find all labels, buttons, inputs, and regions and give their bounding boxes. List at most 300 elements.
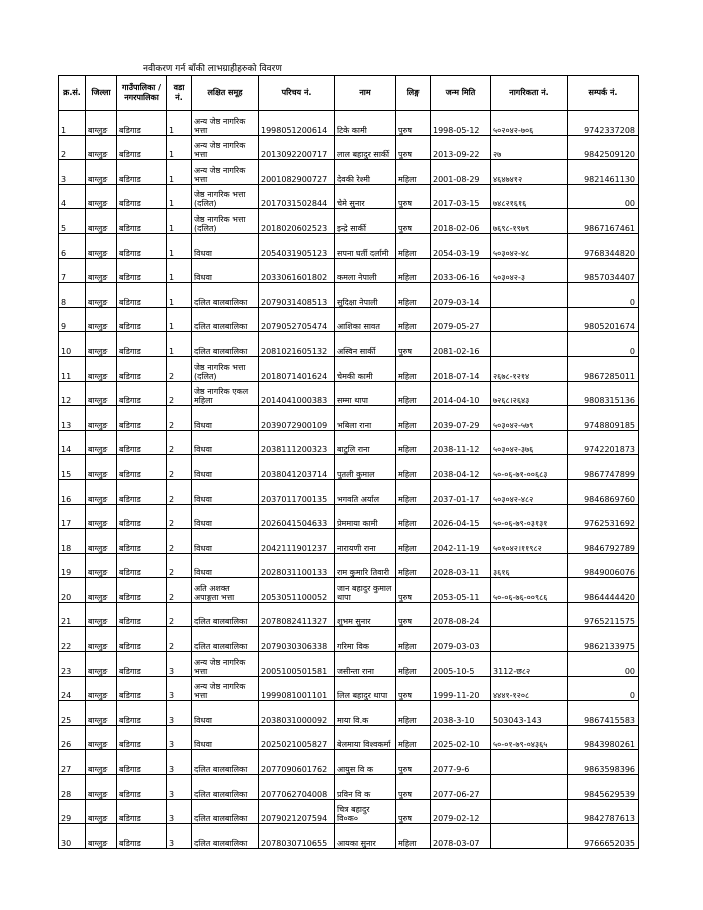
table-row [59,209,639,234]
cell-ward-no: 1 [167,332,192,357]
cell-birth-date: 2079-05-27 [431,307,491,332]
beneficiary-table [58,75,639,849]
cell-serial-no: 11 [59,356,86,381]
cell-contact-no: 9849006076 [568,553,639,578]
cell-serial-no: 13 [59,406,86,431]
cell-municipality: बडिगाड [117,652,167,677]
cell-municipality: बडिगाड [117,775,167,800]
cell-citizenship-no: ५०-०६-७९-०३१३१ [491,504,568,529]
cell-ward-no: 2 [167,406,192,431]
cell-citizenship-no: ५०३०४२-४८ [491,233,568,258]
cell-citizenship-no: ५०-०६-७६-००९८६ [491,578,568,603]
cell-serial-no: 10 [59,332,86,357]
cell-serial-no: 7 [59,258,86,283]
cell-birth-date: 2025-02-10 [431,725,491,750]
cell-municipality: बडिगाड [117,578,167,603]
cell-district: बाग्लुङ [86,652,117,677]
table-row [59,701,639,726]
cell-birth-date: 1998-05-12 [431,111,491,136]
cell-id-number: 2001082900727 [259,160,335,185]
table-row [59,504,639,529]
cell-id-number: 2005100501581 [259,652,335,677]
cell-ward-no: 2 [167,529,192,554]
cell-ward-no: 2 [167,553,192,578]
cell-citizenship-no: ५०-०६-७१-००६८३ [491,455,568,480]
table-body [59,111,639,849]
cell-id-number: 2038031000092 [259,701,335,726]
cell-ward-no: 1 [167,160,192,185]
cell-district: बाग्लुङ [86,356,117,381]
cell-target-group: विधवा [192,725,259,750]
cell-serial-no: 29 [59,799,86,824]
cell-id-number: 2079031408513 [259,283,335,308]
cell-municipality: बडिगाड [117,504,167,529]
cell-birth-date: 2078-03-07 [431,824,491,849]
column-header-district: जिल्ला [86,76,117,111]
cell-serial-no: 21 [59,602,86,627]
cell-name: सुदिक्षा नेपाली [335,283,396,308]
cell-ward-no: 3 [167,799,192,824]
cell-district: बाग्लुङ [86,824,117,849]
cell-district: बाग्लुङ [86,725,117,750]
cell-ward-no: 3 [167,676,192,701]
cell-name: माया वि.क [335,701,396,726]
cell-municipality: बडिगाड [117,332,167,357]
cell-gender: महिला [396,504,431,529]
cell-birth-date: 2079-03-03 [431,627,491,652]
column-header-citizenship-no: नागरिकता नं. [491,76,568,111]
cell-district: बाग्लुङ [86,676,117,701]
cell-gender: पुरुष [396,332,431,357]
cell-id-number: 2038111200323 [259,430,335,455]
cell-gender: महिला [396,479,431,504]
cell-serial-no: 27 [59,750,86,775]
cell-target-group: विधवा [192,406,259,431]
cell-name: आयुस वि क [335,750,396,775]
cell-municipality: बडिगाड [117,455,167,480]
cell-target-group: जेष्ठ नागरिक एकल महिला [192,381,259,406]
cell-gender: महिला [396,406,431,431]
cell-gender: महिला [396,529,431,554]
cell-birth-date: 2028-03-11 [431,553,491,578]
cell-municipality: बडिगाड [117,184,167,209]
cell-municipality: बडिगाड [117,381,167,406]
cell-id-number: 2037011700135 [259,479,335,504]
table-row [59,824,639,849]
cell-district: बाग्लुङ [86,184,117,209]
cell-district: बाग्लुङ [86,381,117,406]
cell-target-group: दलित बालबालिका [192,750,259,775]
column-header-birth-date: जन्म मिति [431,76,491,111]
column-header-ward-no: वडा नं. [167,76,192,111]
cell-district: बाग्लुङ [86,258,117,283]
cell-contact-no: 9846792789 [568,529,639,554]
cell-target-group: जेष्ठ नागरिक भत्ता (दलित) [192,209,259,234]
table-row [59,381,639,406]
cell-birth-date: 2053-05-11 [431,578,491,603]
cell-id-number: 2039072900109 [259,406,335,431]
cell-name: चेमे सुनार [335,184,396,209]
cell-birth-date: 1999-11-20 [431,676,491,701]
cell-birth-date: 2001-08-29 [431,160,491,185]
cell-id-number: 2038041203714 [259,455,335,480]
cell-municipality: बडिगाड [117,111,167,136]
cell-gender: महिला [396,430,431,455]
cell-birth-date: 2038-3-10 [431,701,491,726]
cell-gender: पुरुष [396,676,431,701]
cell-target-group: दलित बालबालिका [192,824,259,849]
cell-serial-no: 8 [59,283,86,308]
table-row [59,529,639,554]
cell-citizenship-no [491,602,568,627]
cell-district: बाग्लुङ [86,307,117,332]
table-row [59,602,639,627]
cell-district: बाग्लुङ [86,111,117,136]
cell-ward-no: 2 [167,455,192,480]
cell-gender: पुरुष [396,578,431,603]
cell-gender: पुरुष [396,799,431,824]
cell-id-number: 1999081001101 [259,676,335,701]
cell-citizenship-no [491,799,568,824]
cell-district: बाग्लुङ [86,799,117,824]
cell-serial-no: 15 [59,455,86,480]
cell-target-group: विधवा [192,701,259,726]
cell-id-number: 2018071401624 [259,356,335,381]
cell-gender: महिला [396,553,431,578]
table-row [59,578,639,603]
cell-citizenship-no: ५०३०४२-५७९ [491,406,568,431]
cell-citizenship-no [491,627,568,652]
cell-target-group: विधवा [192,258,259,283]
cell-name: लाल बहादुर सार्की [335,135,396,160]
cell-name: टिके कामी [335,111,396,136]
cell-citizenship-no [491,307,568,332]
cell-district: बाग्लुङ [86,701,117,726]
cell-ward-no: 3 [167,701,192,726]
cell-serial-no: 1 [59,111,86,136]
cell-id-number: 2078030710655 [259,824,335,849]
cell-id-number: 2042111901237 [259,529,335,554]
cell-serial-no: 20 [59,578,86,603]
table-row [59,184,639,209]
cell-citizenship-no [491,750,568,775]
cell-name: राम कुमारि तिवारी [335,553,396,578]
cell-citizenship-no: २७ [491,135,568,160]
cell-contact-no: 9742337208 [568,111,639,136]
cell-name: सपना घर्ती दर्लामी [335,233,396,258]
cell-target-group: विधवा [192,430,259,455]
cell-municipality: बडिगाड [117,307,167,332]
cell-ward-no: 2 [167,504,192,529]
cell-contact-no: 9843980261 [568,725,639,750]
cell-name: गरिमा विक [335,627,396,652]
cell-birth-date: 2026-04-15 [431,504,491,529]
cell-target-group: विधवा [192,504,259,529]
cell-municipality: बडिगाड [117,160,167,185]
cell-id-number: 2077062704008 [259,775,335,800]
cell-ward-no: 1 [167,307,192,332]
cell-gender: पुरुष [396,135,431,160]
cell-birth-date: 2039-07-29 [431,406,491,431]
cell-ward-no: 2 [167,356,192,381]
cell-id-number: 1998051200614 [259,111,335,136]
cell-contact-no: 0 [568,332,639,357]
cell-target-group: अति अशक्त अपाङ्गता भत्ता [192,578,259,603]
cell-birth-date: 2077-9-6 [431,750,491,775]
cell-municipality: बडिगाड [117,725,167,750]
cell-target-group: दलित बालबालिका [192,602,259,627]
cell-citizenship-no: ५०२०४२-७०६ [491,111,568,136]
cell-district: बाग्लुङ [86,332,117,357]
column-header-contact-no: सम्पर्क नं. [568,76,639,111]
table-row [59,676,639,701]
cell-name: बाटुलि राना [335,430,396,455]
cell-name: लिल बहादुर थापा [335,676,396,701]
cell-district: बाग्लुङ [86,135,117,160]
cell-ward-no: 1 [167,111,192,136]
cell-id-number: 2017031502844 [259,184,335,209]
cell-citizenship-no: 503043-143 [491,701,568,726]
cell-district: बाग्लुङ [86,553,117,578]
table-row [59,430,639,455]
cell-target-group: दलित बालबालिका [192,775,259,800]
header-row [59,76,639,111]
table-row [59,258,639,283]
cell-serial-no: 18 [59,529,86,554]
cell-id-number: 2025021005827 [259,725,335,750]
cell-serial-no: 28 [59,775,86,800]
cell-citizenship-no: ५०३०४२-३ [491,258,568,283]
table-row [59,307,639,332]
cell-id-number: 2081021605132 [259,332,335,357]
cell-citizenship-no: ५०-०१-७९-०४३६५ [491,725,568,750]
cell-serial-no: 2 [59,135,86,160]
cell-name: बेलमाया विश्वकर्मा [335,725,396,750]
cell-contact-no: 9742201873 [568,430,639,455]
cell-id-number: 2026041504633 [259,504,335,529]
table-row [59,725,639,750]
table-row [59,233,639,258]
cell-municipality: बडिगाड [117,799,167,824]
cell-target-group: अन्य जेष्ठ नागरिक भत्ता [192,676,259,701]
cell-municipality: बडिगाड [117,701,167,726]
cell-target-group: अन्य जेष्ठ नागरिक भत्ता [192,135,259,160]
cell-citizenship-no: ४६४७४१२ [491,160,568,185]
cell-citizenship-no: २६७८-१२१४ [491,356,568,381]
cell-target-group: विधवा [192,529,259,554]
cell-gender: महिला [396,627,431,652]
cell-gender: महिला [396,701,431,726]
cell-municipality: बडिगाड [117,479,167,504]
cell-gender: महिला [396,824,431,849]
cell-birth-date: 2018-02-06 [431,209,491,234]
cell-municipality: बडिगाड [117,283,167,308]
cell-municipality: बडिगाड [117,258,167,283]
column-header-id-number: परिचय नं. [259,76,335,111]
cell-district: बाग्लुङ [86,406,117,431]
cell-id-number: 2079021207594 [259,799,335,824]
cell-contact-no: 9762531692 [568,504,639,529]
column-header-serial-no: क्र.सं. [59,76,86,111]
cell-birth-date: 2079-02-12 [431,799,491,824]
cell-gender: पुरुष [396,209,431,234]
cell-name: आयका सुनार [335,824,396,849]
cell-contact-no: 9867747899 [568,455,639,480]
cell-district: बाग्लुङ [86,160,117,185]
cell-municipality: बडिगाड [117,209,167,234]
cell-name: इन्द्रे सार्की [335,209,396,234]
cell-ward-no: 1 [167,135,192,160]
cell-target-group: दलित बालबालिका [192,332,259,357]
cell-district: बाग्लुङ [86,602,117,627]
cell-contact-no: 9808315136 [568,381,639,406]
cell-municipality: बडिगाड [117,356,167,381]
cell-ward-no: 3 [167,725,192,750]
cell-target-group: दलित बालबालिका [192,799,259,824]
cell-municipality: बडिगाड [117,750,167,775]
column-header-name: नाम [335,76,396,111]
cell-id-number: 2013092200717 [259,135,335,160]
cell-serial-no: 25 [59,701,86,726]
cell-contact-no: 9846869760 [568,479,639,504]
cell-birth-date: 2005-10-5 [431,652,491,677]
cell-serial-no: 23 [59,652,86,677]
cell-serial-no: 12 [59,381,86,406]
cell-contact-no: 9863598396 [568,750,639,775]
cell-gender: महिला [396,233,431,258]
cell-birth-date: 2033-06-16 [431,258,491,283]
cell-target-group: विधवा [192,479,259,504]
cell-contact-no: 9842787613 [568,799,639,824]
cell-district: बाग्लुङ [86,430,117,455]
cell-name: सम्मा थापा [335,381,396,406]
cell-birth-date: 2078-08-24 [431,602,491,627]
cell-gender: पुरुष [396,184,431,209]
cell-name: जान बहादुर कुमाल थापा [335,578,396,603]
cell-district: बाग्लुङ [86,504,117,529]
cell-citizenship-no: ७६९८-१९७९ [491,209,568,234]
cell-contact-no: 00 [568,184,639,209]
cell-contact-no: 9867285011 [568,356,639,381]
cell-birth-date: 2014-04-10 [431,381,491,406]
cell-citizenship-no [491,283,568,308]
cell-name: देवकी रेश्मी [335,160,396,185]
cell-name: चेमकी कामी [335,356,396,381]
cell-ward-no: 1 [167,184,192,209]
cell-municipality: बडिगाड [117,430,167,455]
cell-name: प्रेममाया कामी [335,504,396,529]
cell-ward-no: 2 [167,381,192,406]
cell-citizenship-no: 3112-छ८२ [491,652,568,677]
cell-ward-no: 3 [167,824,192,849]
cell-ward-no: 2 [167,578,192,603]
cell-district: बाग्लुङ [86,775,117,800]
cell-name: जसीन्ता राना [335,652,396,677]
cell-citizenship-no: ७२६८।२६४३ [491,381,568,406]
table-row [59,283,639,308]
table-row [59,479,639,504]
table-row [59,406,639,431]
cell-district: बाग्लुङ [86,233,117,258]
cell-contact-no: 9766652035 [568,824,639,849]
cell-contact-no: 0 [568,283,639,308]
cell-id-number: 2018020602523 [259,209,335,234]
cell-municipality: बडिगाड [117,553,167,578]
cell-target-group: जेष्ठ नागरिक भत्ता (दलित) [192,184,259,209]
cell-birth-date: 2042-11-19 [431,529,491,554]
cell-ward-no: 2 [167,479,192,504]
cell-id-number: 2079030306338 [259,627,335,652]
cell-name: आशिका सावत [335,307,396,332]
cell-serial-no: 17 [59,504,86,529]
cell-gender: महिला [396,283,431,308]
cell-citizenship-no [491,332,568,357]
cell-citizenship-no: ३६१६ [491,553,568,578]
cell-contact-no: 9748809185 [568,406,639,431]
cell-target-group: अन्य जेष्ठ नागरिक भत्ता [192,652,259,677]
cell-id-number: 2077090601762 [259,750,335,775]
cell-contact-no: 9805201674 [568,307,639,332]
cell-gender: पुरुष [396,775,431,800]
cell-birth-date: 2038-04-12 [431,455,491,480]
cell-contact-no: 9768344820 [568,233,639,258]
cell-target-group: दलित बालबालिका [192,283,259,308]
table-row [59,553,639,578]
table-row [59,652,639,677]
cell-ward-no: 1 [167,283,192,308]
cell-id-number: 2054031905123 [259,233,335,258]
cell-serial-no: 26 [59,725,86,750]
cell-municipality: बडिगाड [117,627,167,652]
cell-id-number: 2033061601802 [259,258,335,283]
cell-serial-no: 30 [59,824,86,849]
cell-district: बाग्लुङ [86,750,117,775]
cell-municipality: बडिगाड [117,529,167,554]
cell-serial-no: 9 [59,307,86,332]
cell-name: नारायणी राना [335,529,396,554]
cell-serial-no: 14 [59,430,86,455]
cell-district: बाग्लुङ [86,529,117,554]
cell-serial-no: 22 [59,627,86,652]
table-row [59,799,639,824]
cell-municipality: बडिगाड [117,135,167,160]
cell-ward-no: 1 [167,258,192,283]
cell-gender: महिला [396,258,431,283]
cell-serial-no: 16 [59,479,86,504]
cell-contact-no: 9864444420 [568,578,639,603]
cell-birth-date: 2079-03-14 [431,283,491,308]
cell-birth-date: 2017-03-15 [431,184,491,209]
cell-birth-date: 2054-03-19 [431,233,491,258]
cell-ward-no: 3 [167,652,192,677]
cell-id-number: 2079052705474 [259,307,335,332]
column-header-municipality: गाउँपालिका /नगरपालिका [117,76,167,111]
cell-id-number: 2014041000383 [259,381,335,406]
table-row [59,750,639,775]
table-row [59,332,639,357]
cell-birth-date: 2013-09-22 [431,135,491,160]
cell-district: बाग्लुङ [86,455,117,480]
cell-ward-no: 3 [167,750,192,775]
cell-gender: महिला [396,725,431,750]
column-header-target-group: लक्षित समूह [192,76,259,111]
table-row [59,160,639,185]
cell-contact-no: 9845629539 [568,775,639,800]
cell-district: बाग्लुङ [86,479,117,504]
cell-name: शुभम सुनार [335,602,396,627]
cell-district: बाग्लुङ [86,627,117,652]
cell-gender: पुरुष [396,602,431,627]
